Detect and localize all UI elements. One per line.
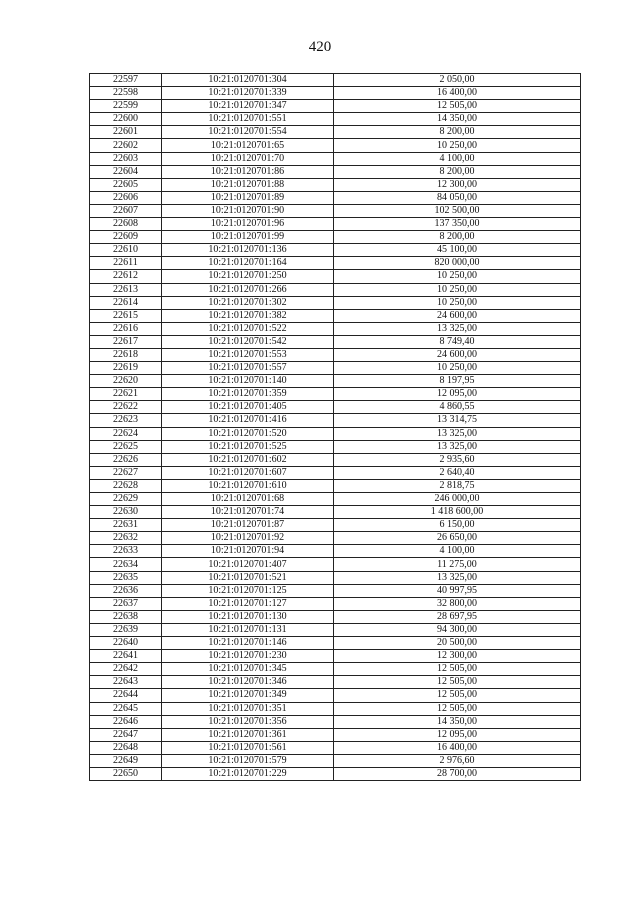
row-number-cell: 22615 (90, 309, 162, 322)
cadastral-number-cell: 10:21:0120701:356 (162, 715, 334, 728)
cadastral-number-cell: 10:21:0120701:361 (162, 728, 334, 741)
table-row (90, 244, 581, 257)
row-number-cell: 22636 (90, 584, 162, 597)
row-number-cell: 22645 (90, 702, 162, 715)
table-row (90, 440, 581, 453)
value-cell: 8 200,00 (334, 165, 581, 178)
value-cell: 12 505,00 (334, 663, 581, 676)
table-row (90, 74, 581, 87)
row-number-cell: 22637 (90, 597, 162, 610)
row-number-cell: 22650 (90, 767, 162, 780)
row-number-cell: 22616 (90, 322, 162, 335)
cadastral-number-cell: 10:21:0120701:579 (162, 754, 334, 767)
value-cell: 12 095,00 (334, 728, 581, 741)
row-number-cell: 22613 (90, 283, 162, 296)
row-number-cell: 22623 (90, 414, 162, 427)
cadastral-number-cell: 10:21:0120701:229 (162, 767, 334, 780)
value-cell: 94 300,00 (334, 623, 581, 636)
cadastral-number-cell: 10:21:0120701:130 (162, 610, 334, 623)
value-cell: 12 505,00 (334, 676, 581, 689)
cadastral-number-cell: 10:21:0120701:140 (162, 375, 334, 388)
table-row (90, 767, 581, 780)
cadastral-number-cell: 10:21:0120701:561 (162, 741, 334, 754)
table-row (90, 296, 581, 309)
cadastral-number-cell: 10:21:0120701:94 (162, 545, 334, 558)
row-number-cell: 22610 (90, 244, 162, 257)
table-row (90, 623, 581, 636)
table-row (90, 754, 581, 767)
cadastral-number-cell: 10:21:0120701:86 (162, 165, 334, 178)
table-row (90, 741, 581, 754)
cadastral-number-cell: 10:21:0120701:164 (162, 257, 334, 270)
table-row (90, 348, 581, 361)
row-number-cell: 22634 (90, 558, 162, 571)
row-number-cell: 22644 (90, 689, 162, 702)
row-number-cell: 22648 (90, 741, 162, 754)
table-row (90, 427, 581, 440)
page-number: 420 (308, 39, 332, 55)
row-number-cell: 22601 (90, 126, 162, 139)
table-row (90, 676, 581, 689)
table-row (90, 702, 581, 715)
cadastral-number-cell: 10:21:0120701:345 (162, 663, 334, 676)
value-cell: 16 400,00 (334, 87, 581, 100)
row-number-cell: 22629 (90, 493, 162, 506)
cadastral-value-table (89, 73, 581, 781)
table-row (90, 532, 581, 545)
value-cell: 26 650,00 (334, 532, 581, 545)
row-number-cell: 22604 (90, 165, 162, 178)
value-cell: 8 200,00 (334, 231, 581, 244)
row-number-cell: 22627 (90, 466, 162, 479)
table-row (90, 715, 581, 728)
table-row (90, 663, 581, 676)
table-row (90, 322, 581, 335)
table-row (90, 257, 581, 270)
row-number-cell: 22639 (90, 623, 162, 636)
cadastral-number-cell: 10:21:0120701:610 (162, 479, 334, 492)
cadastral-number-cell: 10:21:0120701:349 (162, 689, 334, 702)
value-cell: 10 250,00 (334, 362, 581, 375)
row-number-cell: 22621 (90, 388, 162, 401)
cadastral-number-cell: 10:21:0120701:416 (162, 414, 334, 427)
row-number-cell: 22608 (90, 218, 162, 231)
value-cell: 45 100,00 (334, 244, 581, 257)
cadastral-number-cell: 10:21:0120701:127 (162, 597, 334, 610)
table-row (90, 519, 581, 532)
cadastral-number-cell: 10:21:0120701:230 (162, 650, 334, 663)
table-row (90, 388, 581, 401)
cadastral-number-cell: 10:21:0120701:551 (162, 113, 334, 126)
value-cell: 8 197,95 (334, 375, 581, 388)
cadastral-number-cell: 10:21:0120701:131 (162, 623, 334, 636)
value-cell: 10 250,00 (334, 283, 581, 296)
row-number-cell: 22625 (90, 440, 162, 453)
value-cell: 2 050,00 (334, 74, 581, 87)
cadastral-number-cell: 10:21:0120701:602 (162, 453, 334, 466)
value-cell: 12 300,00 (334, 178, 581, 191)
value-cell: 13 325,00 (334, 322, 581, 335)
table-row (90, 689, 581, 702)
table-row (90, 139, 581, 152)
value-cell: 12 505,00 (334, 100, 581, 113)
cadastral-number-cell: 10:21:0120701:407 (162, 558, 334, 571)
row-number-cell: 22600 (90, 113, 162, 126)
value-cell: 2 818,75 (334, 479, 581, 492)
value-cell: 2 976,60 (334, 754, 581, 767)
value-cell: 12 505,00 (334, 689, 581, 702)
cadastral-number-cell: 10:21:0120701:74 (162, 506, 334, 519)
row-number-cell: 22622 (90, 401, 162, 414)
row-number-cell: 22602 (90, 139, 162, 152)
value-cell: 24 600,00 (334, 348, 581, 361)
row-number-cell: 22647 (90, 728, 162, 741)
cadastral-number-cell: 10:21:0120701:88 (162, 178, 334, 191)
table-row (90, 414, 581, 427)
row-number-cell: 22628 (90, 479, 162, 492)
value-cell: 28 697,95 (334, 610, 581, 623)
row-number-cell: 22603 (90, 152, 162, 165)
row-number-cell: 22643 (90, 676, 162, 689)
table-row (90, 728, 581, 741)
row-number-cell: 22614 (90, 296, 162, 309)
row-number-cell: 22605 (90, 178, 162, 191)
row-number-cell: 22635 (90, 571, 162, 584)
table-row (90, 571, 581, 584)
cadastral-number-cell: 10:21:0120701:557 (162, 362, 334, 375)
row-number-cell: 22612 (90, 270, 162, 283)
row-number-cell: 22597 (90, 74, 162, 87)
value-cell: 2 935,60 (334, 453, 581, 466)
cadastral-number-cell: 10:21:0120701:266 (162, 283, 334, 296)
row-number-cell: 22620 (90, 375, 162, 388)
cadastral-number-cell: 10:21:0120701:89 (162, 191, 334, 204)
value-cell: 12 095,00 (334, 388, 581, 401)
table-row (90, 453, 581, 466)
row-number-cell: 22607 (90, 204, 162, 217)
value-cell: 12 505,00 (334, 702, 581, 715)
value-cell: 13 325,00 (334, 427, 581, 440)
cadastral-number-cell: 10:21:0120701:87 (162, 519, 334, 532)
row-number-cell: 22633 (90, 545, 162, 558)
row-number-cell: 22599 (90, 100, 162, 113)
value-cell: 20 500,00 (334, 637, 581, 650)
row-number-cell: 22630 (90, 506, 162, 519)
row-number-cell: 22638 (90, 610, 162, 623)
value-cell: 32 800,00 (334, 597, 581, 610)
table-row (90, 362, 581, 375)
value-cell: 13 325,00 (334, 440, 581, 453)
cadastral-number-cell: 10:21:0120701:250 (162, 270, 334, 283)
row-number-cell: 22598 (90, 87, 162, 100)
value-cell: 2 640,40 (334, 466, 581, 479)
value-cell: 24 600,00 (334, 309, 581, 322)
value-cell: 137 350,00 (334, 218, 581, 231)
row-number-cell: 22609 (90, 231, 162, 244)
cadastral-number-cell: 10:21:0120701:542 (162, 335, 334, 348)
value-cell: 10 250,00 (334, 270, 581, 283)
value-cell: 40 997,95 (334, 584, 581, 597)
cadastral-number-cell: 10:21:0120701:96 (162, 218, 334, 231)
row-number-cell: 22642 (90, 663, 162, 676)
value-cell: 1 418 600,00 (334, 506, 581, 519)
table-row (90, 558, 581, 571)
table-row (90, 87, 581, 100)
value-cell: 10 250,00 (334, 139, 581, 152)
table-row (90, 637, 581, 650)
table-row (90, 610, 581, 623)
table-row (90, 309, 581, 322)
cadastral-number-cell: 10:21:0120701:125 (162, 584, 334, 597)
table-row (90, 283, 581, 296)
cadastral-number-cell: 10:21:0120701:65 (162, 139, 334, 152)
table-row (90, 165, 581, 178)
cadastral-number-cell: 10:21:0120701:99 (162, 231, 334, 244)
cadastral-number-cell: 10:21:0120701:90 (162, 204, 334, 217)
value-cell: 8 200,00 (334, 126, 581, 139)
value-cell: 246 000,00 (334, 493, 581, 506)
cadastral-number-cell: 10:21:0120701:339 (162, 87, 334, 100)
table-row (90, 335, 581, 348)
cadastral-number-cell: 10:21:0120701:554 (162, 126, 334, 139)
value-cell: 84 050,00 (334, 191, 581, 204)
cadastral-number-cell: 10:21:0120701:68 (162, 493, 334, 506)
value-cell: 4 100,00 (334, 152, 581, 165)
value-cell: 28 700,00 (334, 767, 581, 780)
table-row (90, 204, 581, 217)
table-row (90, 270, 581, 283)
cadastral-number-cell: 10:21:0120701:525 (162, 440, 334, 453)
table-row (90, 650, 581, 663)
cadastral-number-cell: 10:21:0120701:382 (162, 309, 334, 322)
cadastral-number-cell: 10:21:0120701:553 (162, 348, 334, 361)
row-number-cell: 22624 (90, 427, 162, 440)
cadastral-number-cell: 10:21:0120701:359 (162, 388, 334, 401)
row-number-cell: 22641 (90, 650, 162, 663)
value-cell: 4 100,00 (334, 545, 581, 558)
value-cell: 820 000,00 (334, 257, 581, 270)
cadastral-number-cell: 10:21:0120701:351 (162, 702, 334, 715)
cadastral-number-cell: 10:21:0120701:405 (162, 401, 334, 414)
table-row (90, 506, 581, 519)
table-row (90, 218, 581, 231)
cadastral-number-cell: 10:21:0120701:70 (162, 152, 334, 165)
value-cell: 6 150,00 (334, 519, 581, 532)
cadastral-number-cell: 10:21:0120701:522 (162, 322, 334, 335)
row-number-cell: 22618 (90, 348, 162, 361)
cadastral-number-cell: 10:21:0120701:136 (162, 244, 334, 257)
row-number-cell: 22632 (90, 532, 162, 545)
value-cell: 13 325,00 (334, 571, 581, 584)
cadastral-number-cell: 10:21:0120701:521 (162, 571, 334, 584)
table-row (90, 545, 581, 558)
row-number-cell: 22606 (90, 191, 162, 204)
value-cell: 14 350,00 (334, 715, 581, 728)
cadastral-number-cell: 10:21:0120701:346 (162, 676, 334, 689)
value-cell: 12 300,00 (334, 650, 581, 663)
value-cell: 16 400,00 (334, 741, 581, 754)
row-number-cell: 22640 (90, 637, 162, 650)
cadastral-number-cell: 10:21:0120701:92 (162, 532, 334, 545)
value-cell: 11 275,00 (334, 558, 581, 571)
row-number-cell: 22617 (90, 335, 162, 348)
cadastral-number-cell: 10:21:0120701:607 (162, 466, 334, 479)
table-row (90, 178, 581, 191)
value-cell: 13 314,75 (334, 414, 581, 427)
table-row (90, 597, 581, 610)
value-cell: 8 749,40 (334, 335, 581, 348)
table-row (90, 231, 581, 244)
table-row (90, 401, 581, 414)
table-row (90, 152, 581, 165)
row-number-cell: 22611 (90, 257, 162, 270)
table-row (90, 113, 581, 126)
table-row (90, 466, 581, 479)
cadastral-number-cell: 10:21:0120701:520 (162, 427, 334, 440)
row-number-cell: 22649 (90, 754, 162, 767)
table-row (90, 191, 581, 204)
value-cell: 4 860,55 (334, 401, 581, 414)
table-row (90, 375, 581, 388)
cadastral-number-cell: 10:21:0120701:302 (162, 296, 334, 309)
row-number-cell: 22626 (90, 453, 162, 466)
table-row (90, 126, 581, 139)
cadastral-number-cell: 10:21:0120701:304 (162, 74, 334, 87)
cadastral-number-cell: 10:21:0120701:347 (162, 100, 334, 113)
table-body (90, 74, 581, 781)
table-row (90, 493, 581, 506)
value-cell: 14 350,00 (334, 113, 581, 126)
value-cell: 10 250,00 (334, 296, 581, 309)
row-number-cell: 22619 (90, 362, 162, 375)
row-number-cell: 22631 (90, 519, 162, 532)
table-row (90, 584, 581, 597)
row-number-cell: 22646 (90, 715, 162, 728)
table-row (90, 479, 581, 492)
cadastral-number-cell: 10:21:0120701:146 (162, 637, 334, 650)
value-cell: 102 500,00 (334, 204, 581, 217)
table-row (90, 100, 581, 113)
